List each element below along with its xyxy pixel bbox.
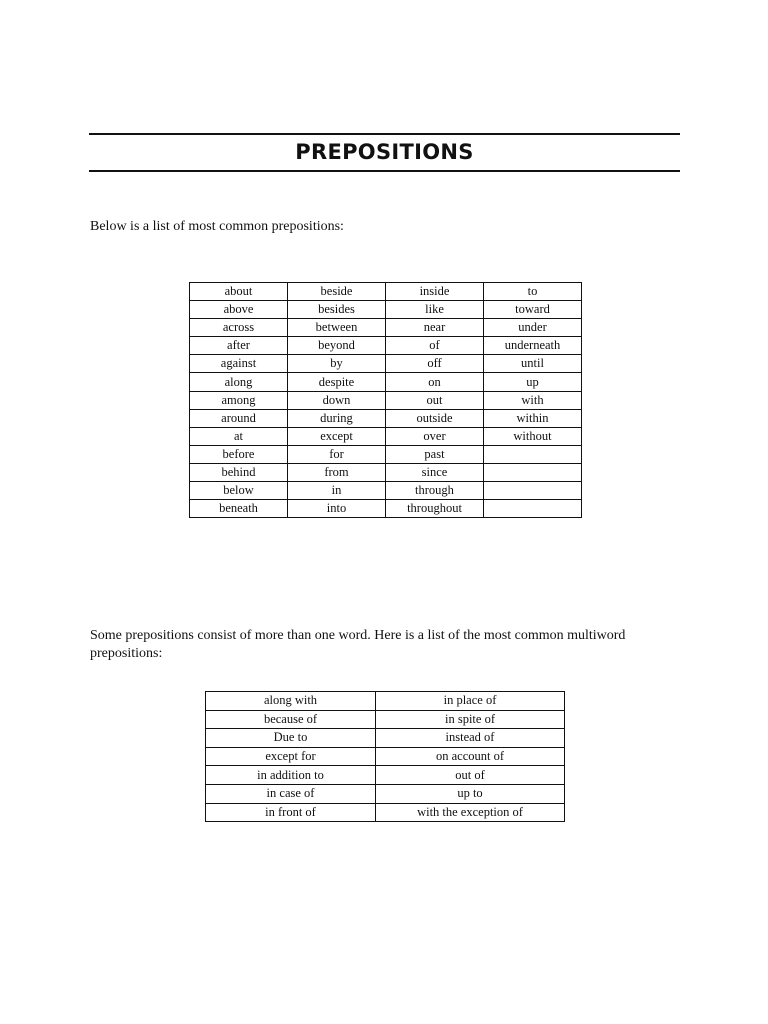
multiword-intro-text: Some prepositions consist of more than one word. Here is a list of the most common multiword prepositions: [90, 628, 626, 661]
title-rule-bottom [89, 170, 680, 172]
table-cell: with the exception of [376, 803, 565, 822]
table-cell [484, 445, 582, 463]
table-cell: beyond [288, 337, 386, 355]
table-cell: past [386, 445, 484, 463]
multiword-prepositions-table [205, 691, 565, 822]
table-cell: besides [288, 301, 386, 319]
table-cell: against [190, 355, 288, 373]
prepositions-table [189, 282, 582, 518]
table-cell: across [190, 319, 288, 337]
table-cell: instead of [376, 729, 565, 748]
table-cell: within [484, 409, 582, 427]
table-row [190, 391, 582, 409]
table-cell: to [484, 283, 582, 301]
table-cell: until [484, 355, 582, 373]
table-cell: of [386, 337, 484, 355]
table-row [206, 692, 565, 711]
table-cell: up [484, 373, 582, 391]
table-row [190, 301, 582, 319]
table-cell: because of [206, 710, 376, 729]
table-cell: above [190, 301, 288, 319]
table-cell: among [190, 391, 288, 409]
table-cell: over [386, 427, 484, 445]
table-cell: except for [206, 747, 376, 766]
table-cell: down [288, 391, 386, 409]
table-row [190, 283, 582, 301]
table-row [190, 337, 582, 355]
table-cell: behind [190, 463, 288, 481]
table-row [190, 500, 582, 518]
table-cell: Due to [206, 729, 376, 748]
intro-text: Below is a list of most common prepositions: [90, 219, 344, 234]
table-row [190, 463, 582, 481]
table-cell: by [288, 355, 386, 373]
table-cell: in front of [206, 803, 376, 822]
table-cell: toward [484, 301, 582, 319]
table-cell: in case of [206, 784, 376, 803]
table-cell: up to [376, 784, 565, 803]
table-row [206, 784, 565, 803]
table-cell: beneath [190, 500, 288, 518]
table-cell [484, 482, 582, 500]
table-row [206, 710, 565, 729]
table-cell: on [386, 373, 484, 391]
table-cell: without [484, 427, 582, 445]
table-cell [484, 463, 582, 481]
table-row [206, 729, 565, 748]
table-row [206, 747, 565, 766]
table-cell: about [190, 283, 288, 301]
table-cell: in [288, 482, 386, 500]
table-cell: after [190, 337, 288, 355]
table-cell: in spite of [376, 710, 565, 729]
table-cell: below [190, 482, 288, 500]
table-cell: between [288, 319, 386, 337]
table-cell [484, 500, 582, 518]
table-row [190, 427, 582, 445]
table-cell: from [288, 463, 386, 481]
table-cell: before [190, 445, 288, 463]
table-cell: in place of [376, 692, 565, 711]
table-cell: under [484, 319, 582, 337]
table-cell: for [288, 445, 386, 463]
table-cell: beside [288, 283, 386, 301]
table-row [190, 319, 582, 337]
table-cell: throughout [386, 500, 484, 518]
table-cell: with [484, 391, 582, 409]
table-cell: outside [386, 409, 484, 427]
table-cell: out of [376, 766, 565, 785]
table-cell: on account of [376, 747, 565, 766]
table-cell: through [386, 482, 484, 500]
table-cell: like [386, 301, 484, 319]
table-cell: underneath [484, 337, 582, 355]
table-cell: into [288, 500, 386, 518]
title-rule-top [89, 133, 680, 135]
table-cell: except [288, 427, 386, 445]
table-row [190, 482, 582, 500]
table-cell: inside [386, 283, 484, 301]
table-cell: at [190, 427, 288, 445]
table-cell: along [190, 373, 288, 391]
table-row [190, 445, 582, 463]
table-cell: out [386, 391, 484, 409]
table-cell: during [288, 409, 386, 427]
table-row [190, 373, 582, 391]
table-row [206, 803, 565, 822]
table-cell: along with [206, 692, 376, 711]
table-row [206, 766, 565, 785]
table-cell: around [190, 409, 288, 427]
table-cell: near [386, 319, 484, 337]
table-cell: off [386, 355, 484, 373]
table-cell: in addition to [206, 766, 376, 785]
table-row [190, 355, 582, 373]
table-cell: despite [288, 373, 386, 391]
page-title: PREPOSITIONS [295, 140, 474, 164]
table-row [190, 409, 582, 427]
table-cell: since [386, 463, 484, 481]
